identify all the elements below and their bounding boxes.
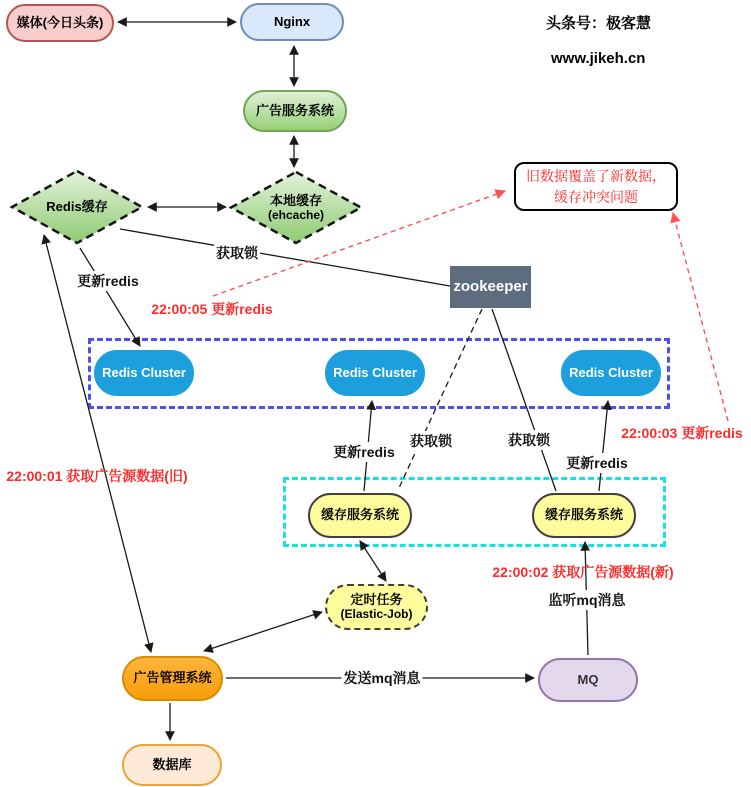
conflict-annotation-box	[514, 162, 678, 211]
label-get-lock-mid-left: 获取锁	[410, 433, 452, 449]
node-cache-service-left	[308, 493, 412, 538]
node-media-label: 媒体(今日头条)	[16, 14, 104, 30]
account-name: 头条号：极客慧	[546, 15, 652, 32]
edge-cacheright-cluster3	[599, 401, 608, 491]
node-cache-service-right-label: 缓存服务系统	[544, 507, 623, 523]
node-nginx-label: Nginx	[273, 13, 311, 29]
node-redis-cluster-3-label: Redis Cluster	[569, 364, 653, 380]
node-local-cache-line2: (ehcache)	[267, 208, 325, 223]
node-elastic-job-line2: (Elastic-Job)	[340, 606, 413, 621]
node-redis-cluster-1	[94, 350, 194, 396]
edge-rediscache-cluster1	[80, 248, 140, 346]
node-local-cache-line1: 本地缓存	[269, 192, 322, 208]
label-time-2200-05: 22:00:05 更新redis	[151, 301, 273, 317]
label-time-2200-02: 22:00:02 获取广告源数据(新)	[492, 564, 674, 580]
node-database	[122, 744, 222, 786]
node-cache-service-right	[532, 493, 636, 538]
node-ad-mgmt	[122, 656, 223, 701]
label-listen-mq: 监听mq消息	[548, 592, 626, 608]
website-url: www.jikeh.cn	[551, 50, 646, 67]
node-media	[6, 4, 114, 42]
node-ad-mgmt-label: 广告管理系统	[133, 670, 212, 686]
node-elastic-job	[325, 584, 428, 630]
label-update-redis-mid: 更新redis	[333, 444, 395, 460]
node-local-cache	[229, 170, 363, 245]
node-zookeeper-label: zookeeper	[453, 278, 528, 296]
node-redis-cache	[10, 169, 144, 245]
node-redis-cluster-2	[325, 350, 425, 396]
label-time-2200-01: 22:00:01 获取广告源数据(旧)	[6, 468, 188, 484]
conflict-annotation-line1: 旧数据覆盖了新数据，	[526, 167, 666, 184]
node-nginx	[240, 3, 344, 41]
conflict-annotation-line2: 缓存冲突问题	[554, 188, 638, 205]
node-ad-service-label: 广告服务系统	[255, 102, 334, 118]
node-elastic-job-line1: 定时任务	[350, 591, 403, 607]
edge-zookeeper-cacheright	[492, 309, 556, 491]
node-cache-service-left-label: 缓存服务系统	[320, 507, 399, 523]
node-redis-cluster-1-label: Redis Cluster	[102, 364, 186, 380]
node-ad-service	[243, 90, 347, 132]
node-mq	[538, 658, 638, 702]
edge-elasticjob-cacheleft	[360, 541, 386, 581]
label-get-lock-mid-right: 获取锁	[508, 432, 550, 448]
label-send-mq: 发送mq消息	[343, 670, 421, 686]
label-time-2200-03: 22:00:03 更新redis	[621, 425, 743, 441]
node-zookeeper	[450, 266, 531, 308]
node-redis-cluster-2-label: Redis Cluster	[333, 364, 417, 380]
label-update-redis-right: 更新redis	[566, 455, 628, 471]
node-redis-cluster-3	[561, 350, 661, 396]
edge-rediscache-admgmt	[44, 235, 151, 652]
node-mq-label: MQ	[577, 671, 599, 687]
node-database-label: 数据库	[152, 756, 192, 772]
edge-zookeeper-cacheleft-dashed	[398, 309, 482, 490]
node-redis-cache-label: Redis缓存	[46, 199, 108, 215]
label-get-lock-top: 获取锁	[216, 245, 258, 261]
edge-admgmt-elasticjob	[204, 612, 322, 651]
label-update-redis-top-left: 更新redis	[77, 273, 139, 289]
edge-time03-annotation-red	[673, 213, 728, 421]
